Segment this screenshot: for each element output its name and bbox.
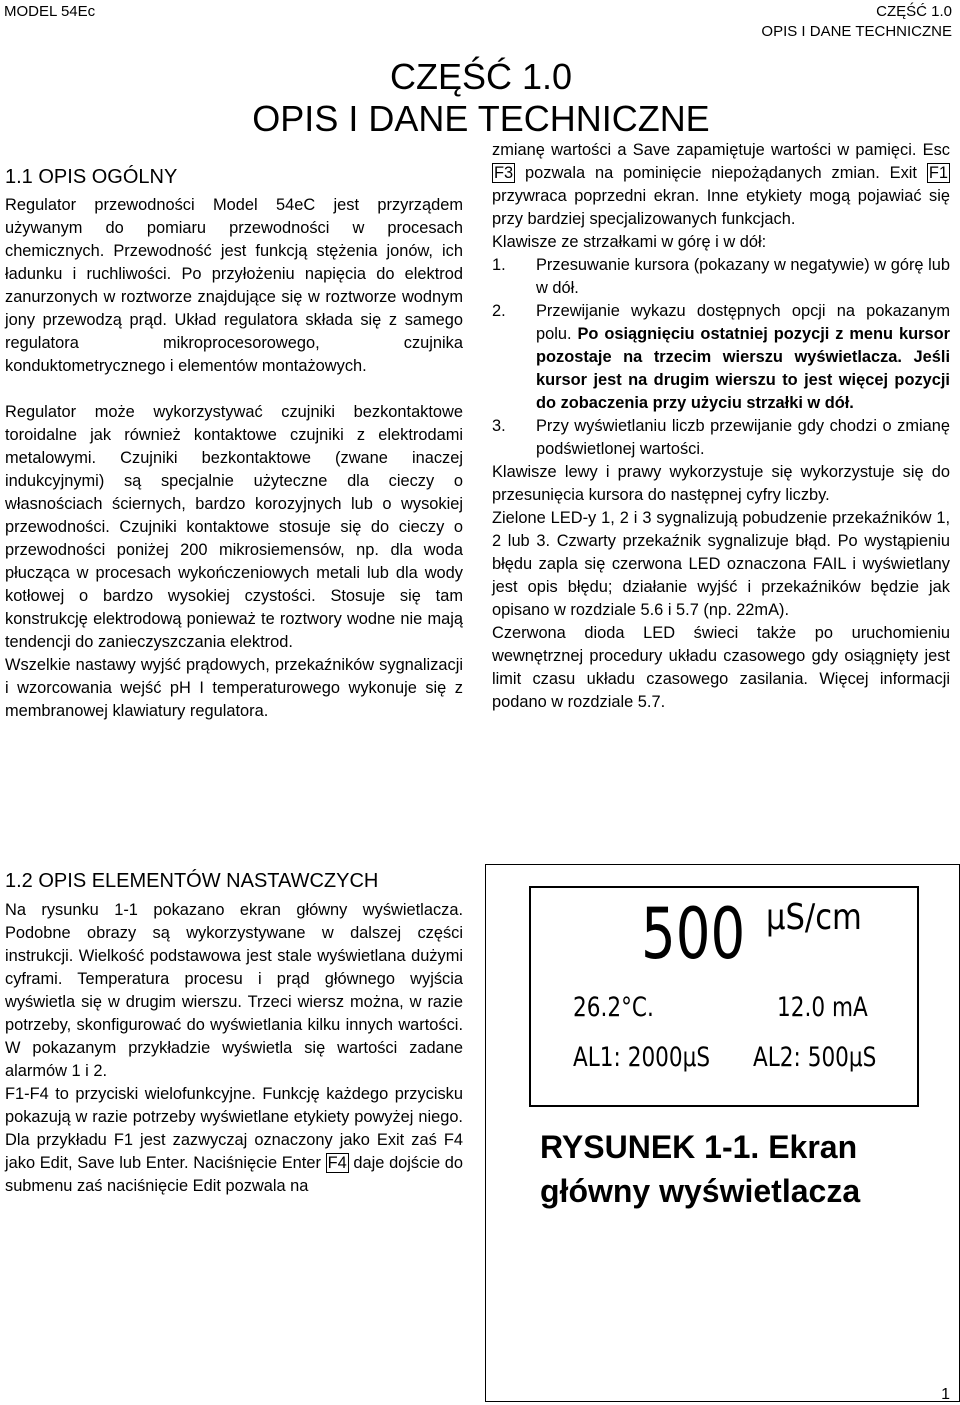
list-item	[492, 254, 950, 300]
list-item-number: 2.	[492, 302, 506, 320]
figure-caption	[540, 1125, 950, 1213]
right-paragraph-keys-c: przywraca poprzedni ekran. Inne etykiety mogą pojawiać się przy bardziej specjalizowanych funkcjach.	[492, 187, 950, 228]
section-1-paragraph-2: Regulator może wykorzystywać czujniki bezkontaktowe toroidalne jak również kontaktowe czujniki z elektrodami metalowymi. Czujniki bezkontaktowe (zwane inaczej indukcyjnymi) są specjalnie użyteczne dla cieczy o własnościach ściernych, bardzo korozyjnych lub o wysokiej przewodności. Czujniki kontaktowe stosuje się do cieczy o przewodności poniżej 200 mikrosiemensów, np. dla woda płucząca w procesach wykończeniowych metali lub dla wody kotłowej o bardzo wysokiej czystości. Stosuje się tam konstrukcję elektrodową ponieważ te roztwory wodne nie mają tendencji do zanieczyszczania elektrod.	[5, 403, 463, 651]
section-1-paragraph-3: Wszelkie nastawy wyjść prądowych, przekaźników sygnalizacji i wzorcowania wejść pH I temperaturowego wykonuje się z membranowej klawiatury regulatora.	[5, 656, 463, 720]
right-paragraph-keys-b: pozwala na pominięcie niepożądanych zmian. Exit	[525, 164, 917, 182]
header-model: MODEL 54Ec	[4, 3, 96, 20]
list-item-text: Przy wyświetlaniu liczb przewijanie gdy chodzi o zmianę podświetlonej wartości.	[536, 417, 950, 458]
list-item-text: Przewijanie wykazu dostępnych opcji na pokazanym polu.	[536, 302, 950, 343]
header-part	[761, 3, 952, 40]
page-title-line2: OPIS I DANE TECHNICZNE	[252, 98, 710, 139]
list-item	[492, 415, 950, 461]
section-2-paragraph-2	[5, 1083, 463, 1198]
section-1-heading: 1.1 OPIS OGÓLNY	[5, 166, 178, 188]
right-paragraph-left-right: Klawisze lewy i prawy wykorzystuje się wykorzystuje się do przesunięcia kursora do następnej cyfry liczby.	[492, 463, 950, 504]
figure-box	[485, 864, 960, 1402]
lcd-current: 12.0 mA	[777, 992, 868, 1023]
section-2-paragraph-2-end: daje dojście do submenu zaś naciśnięcie Edit pozwala na	[5, 1154, 463, 1195]
right-paragraph-arrows: Klawisze ze strzałkami w górę i w dół:	[492, 233, 767, 251]
right-paragraph-keys-a: zmianę wartości a Save zapamiętuje wartości w pamięci. Esc	[492, 141, 950, 159]
page-number: 1	[941, 1386, 950, 1403]
section-2-heading: 1.2 OPIS ELEMENTÓW NASTAWCZYCH	[5, 870, 379, 892]
list-item	[492, 300, 950, 415]
page-title	[236, 56, 726, 140]
header-part-title: OPIS I DANE TECHNICZNE	[761, 23, 952, 40]
section-1-body	[5, 194, 463, 723]
lcd-temperature: 26.2°C.	[573, 992, 654, 1023]
figure-caption-line2: główny wyświetlacza	[540, 1173, 861, 1209]
key-f4-label: F4	[327, 1154, 347, 1172]
lcd-main-unit: µS/cm	[766, 897, 862, 938]
list-item-text-wrapper	[536, 300, 950, 415]
arrow-keys-list	[492, 254, 950, 461]
list-item-number: 3.	[492, 417, 506, 435]
right-paragraph-red-led: Czerwona dioda LED świeci także po uruchomieniu wewnętrznej procedury układu czasowego gdy osiągnięty jest limit czasu układu czasowego zasilania. Więcej informacji podano w rozdziale 5.7.	[492, 624, 950, 711]
section-2-body	[5, 899, 463, 1198]
header-part-number: CZĘŚĆ 1.0	[876, 3, 952, 20]
section-1-paragraph-1: Regulator przewodności Model 54eC jest przyrządem używanym do pomiaru przewodności w procesach chemicznych. Przewodność jest funkcją stężenia jonów, ich ładunku i ruchliwości. Po przyłożeniu napięcia do elektrod zanurzonych w roztworze znajdujące się w roztworze wodnym jony przewodzą prąd. Układ regulatora składa się z samego regulatora mikroprocesorowego, czujnika konduktometrycznego i elementów montażowych.	[5, 196, 463, 375]
right-paragraph-leds: Zielone LED-y 1, 2 i 3 sygnalizują pobudzenie przekaźników 1, 2 lub 3. Czwarty przekaźnik sygnalizuje błąd. Po wystąpieniu błędu zapla się czerwona LED oznaczona FAIL i wyświetlany jest opis błędu; działanie wyjść i przekaźników będzie jak opisano w rozdziale 5.6 i 5.7 (np. 22mA).	[492, 509, 950, 619]
list-item-bold-text: Po osiągnięciu ostatniej pozycji z menu kursor pozostaje na trzecim wierszu wyświetlacza. Jeśli kursor jest na drugim wierszu to jest więcej pozycji do zobaczenia przy użyciu strzałki w dół.	[536, 325, 950, 412]
list-item-number: 1.	[492, 256, 506, 274]
key-f3-label: F3	[494, 164, 514, 182]
section-2-paragraph-2-start: F1-F4 to przyciski wielofunkcyjne. Funkcję każdego przycisku pokazują w razie potrzeby wyświetlane etykiety powyżej niego. Dla przykładu F1 jest zazwyczaj oznaczony jako Exit zaś F4 jako Edit, Save lub Enter. Naciśnięcie Enter	[5, 1085, 463, 1172]
right-column-body	[492, 139, 950, 714]
list-item-text: Przesuwanie kursora (pokazany w negatywie) w górę lub w dół.	[536, 256, 950, 297]
page-title-line1: CZĘŚĆ 1.0	[389, 56, 573, 97]
lcd-main-value: 500	[641, 893, 746, 975]
section-2-paragraph-1: Na rysunku 1-1 pokazano ekran główny wyświetlacza. Podobne obrazy są wykorzystywane w dalszej części instrukcji. Wielkość podstawowa jest stale wyświetlana dużymi cyframi. Temperatura procesu i prąd głównego wyjścia wyświetla się w drugim wierszu. Trzeci wiersz można, w razie potrzeby, skonfigurować do wyświetlania kilku innych wartości. W pokazanym przykładzie wyświetla się wartości zadane alarmów 1 i 2.	[5, 901, 463, 1080]
key-f1-label: F1	[928, 164, 948, 182]
lcd-alarm-1: AL1: 2000µS	[573, 1042, 711, 1073]
lcd-alarm-2: AL2: 500µS	[753, 1042, 877, 1073]
figure-caption-line1: RYSUNEK 1-1. Ekran	[540, 1129, 858, 1165]
lcd-display	[529, 886, 919, 1107]
right-paragraph-keys	[492, 139, 950, 231]
